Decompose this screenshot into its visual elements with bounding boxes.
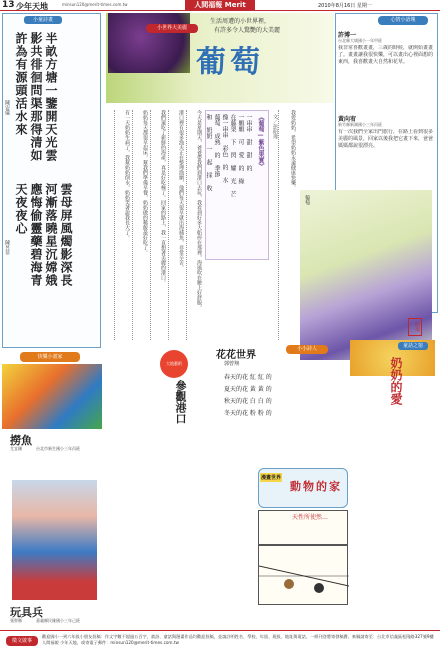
mood-school-2: 新竹縣新湖國小三年丙班 (338, 122, 382, 127)
mood-tag: 心情小語塊 (378, 16, 428, 25)
visit-title: 參觀港口 (174, 380, 187, 424)
flower-line: 冬天的花 粉 粉 的 (224, 410, 272, 417)
granny-title: 奶奶的愛 (389, 357, 403, 405)
drawing-two-author: 張智勝 (10, 618, 22, 623)
article-column: 港口裡有很多漁夫正在整理漁網，他們每天很早就出海捕魚，非常辛苦。 (168, 110, 184, 340)
poem-one: 半畝方塘一鑒開天光雲影共徘徊問渠那得清如許為有源頭活水來 (14, 32, 58, 162)
poem-two: 雲母屏風燭影深長河漸落曉星沉嫦娥應悔偷靈藥碧海青天夜夜心 (14, 183, 73, 287)
comic-title: 動物的家 (290, 480, 342, 493)
grape-poem-author: 文／彭昭瑋 (272, 114, 278, 139)
drawing-one-note: 台北市新生國小三年丙班 (36, 446, 80, 451)
article-column: 今天是星期天，爸爸帶我們到港口去玩，我看到好多大船停在那裡，海風吹在臉上好舒服。 (186, 110, 202, 340)
mood-school-1: 台北縣大埔國小一年甲班 (338, 38, 382, 43)
visit-tag: 大地藝術 (160, 350, 188, 378)
feature-title: 葡萄 (196, 45, 264, 80)
drawing-one-author: 尤宜珊 (10, 446, 22, 451)
drawing-tag: 快樂小畫家 (20, 352, 80, 362)
drawing-one-title: 撈魚 (10, 434, 32, 447)
article-column: 我們還吃了新鮮的海產，真是好吃極了。回家的路上，我一直想著美麗的港口。 (150, 110, 166, 340)
poem-tag: 小童詩畫 (24, 16, 62, 24)
grape-photo (108, 13, 190, 73)
site-email[interactable]: minsun120@merit-times.com.tw (62, 2, 128, 7)
banner-subtitle-1: 生活周遭的小世界裡， (210, 18, 271, 25)
article-column: 有一天奶奶生病了，我幫奶奶倒水，奶奶笑著說我長大了。 (114, 110, 130, 340)
article-column: 奶奶每天都很早起床，幫我們準備早餐，奶奶做的稀飯最好吃了。 (132, 110, 148, 340)
comic-tag: 漫畫世界 (261, 475, 282, 481)
artist-seal: 昭瑋 (408, 318, 422, 336)
comic-drawing (259, 546, 349, 606)
submission-notice: 歡迎國小一到六年級小朋友投稿：作文字數不超過五百字，童詩、童話與漫畫作品均歡迎投稿，並請註明姓名、學校、年級、班級、地址與電話，一經刊登將寄發稿費。來稿請寄至：台北市信義區松隆路327號9樓 人間福報 少年天地，或寄電子郵件：minsun120@merit-times.com.tw (42, 634, 434, 645)
section-title: 少年天地 (16, 2, 48, 11)
poem-one-author: 陳安儀 (4, 100, 10, 115)
flower-author: 郭曾翔 (224, 361, 240, 367)
flower-line: 秋天的花 白 白 的 (224, 398, 272, 405)
grape-poem-line: 和 奶奶 一 起 採 收 (205, 114, 212, 191)
mood-author-1: 許博一 (338, 32, 357, 39)
drawing-two-title: 玩具兵 (10, 606, 43, 619)
mood-body-2: 有一次我們全家出門旅行，在路上看到很多美麗的風景，回家以後我把它畫下來，爸爸媽媽都說很漂亮。 (338, 129, 434, 150)
comic-panel-caption: 天性所使然… (292, 514, 329, 521)
grape-poem-line: 像一串串 彩色 的 水 (221, 114, 228, 183)
grape-poem-title: 《葡萄—紫色果實》 (257, 114, 264, 169)
flower-line: 夏天的花 黃 黃 的 (224, 386, 272, 393)
grape-poem-line: 一顆顆 可 愛 的 綠 (237, 114, 244, 184)
grape-poem-line: 在藤架 下 閃 耀 光 芒 (229, 114, 236, 197)
grape-poem-line: 葡萄 成熟 的 季節 (213, 114, 220, 177)
mood-body-1: 我非常喜歡畫畫，三歲的時候，就開始畫畫了。畫畫讓我很快樂，可以畫出心裡面想的東西，我喜歡畫大自然和花草。 (338, 45, 434, 66)
poem-two-author: 陳昱菲 (4, 240, 10, 255)
issue-date: 2010年8月16日 星期一 (318, 3, 372, 9)
kid-poet-tag: 小小詩人 (286, 345, 328, 354)
submission-tag: 徵文啟事 (6, 636, 38, 646)
drawing-two-note: 嘉義縣民雄國小三年己班 (36, 618, 80, 623)
flower-line: 春天的花 紅 紅 的 (224, 374, 272, 381)
grape-poem-line: 一串串 甜 甜 的 (245, 114, 252, 171)
granny-tag: 童話之窗 (398, 342, 428, 350)
newspaper-brand: 人間福報 Merit (185, 0, 255, 11)
grape-painting-caption: 葡萄 (304, 195, 310, 205)
drawing-fishing-image (2, 364, 102, 429)
feature-tag: 小世界大美麗 (146, 24, 198, 33)
page-number: 13 (2, 0, 15, 10)
flower-title: 花花世界 (216, 350, 256, 361)
page-header (0, 0, 440, 11)
drawing-toy-soldier-image (12, 480, 97, 600)
mood-author-2: 黃向宥 (338, 116, 357, 123)
comic-panel (258, 545, 348, 605)
banner-subtitle-2: 有許多令人驚艷的大美麗 (214, 27, 281, 34)
article-column: 我愛奶奶，希望奶奶永遠健康快樂。 (278, 110, 296, 340)
